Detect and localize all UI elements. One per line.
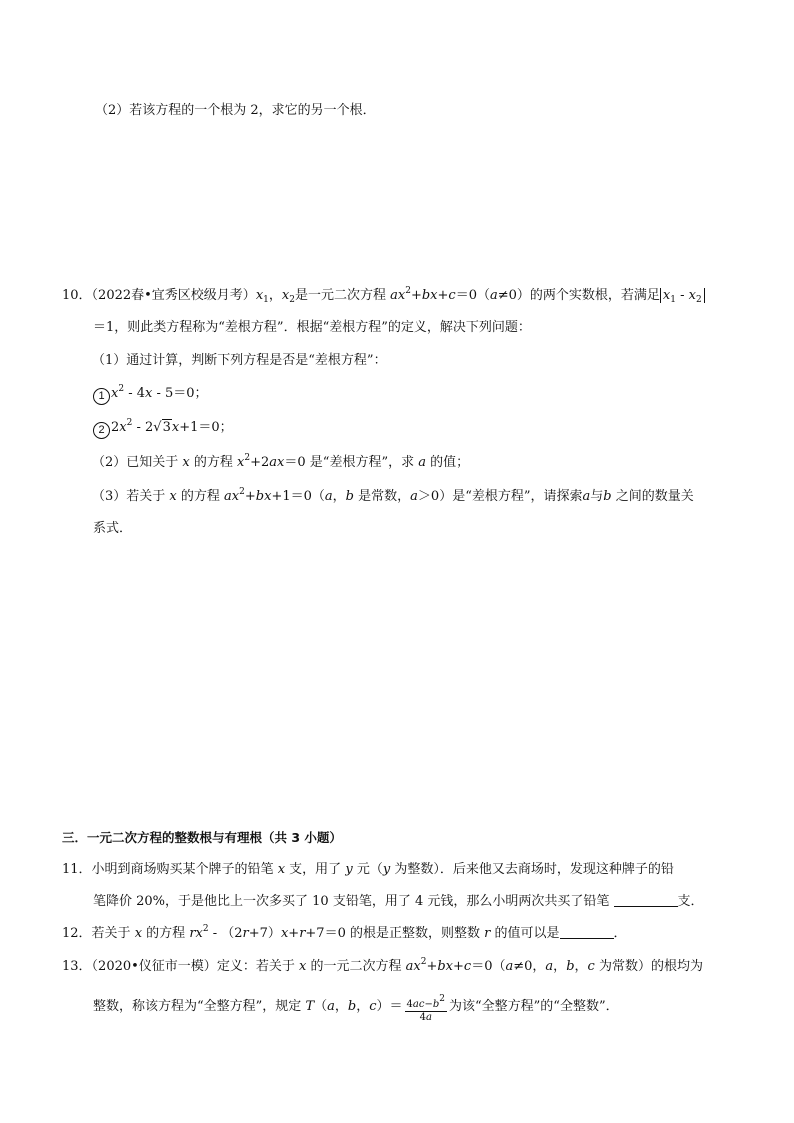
circled-2-icon: 2 [93,422,110,439]
q11-line2: 笔降价 20%，于是他比上一次多买了 10 支铅笔，用了 4 元钱，那么小明两次共买了铅笔 支． [93,894,704,909]
q13-line2: 整数，称该方程为“全整方程”，规定 T（a，b，c）＝ $\frac{4ac-b^2}{4a}$ 为该“全整方程”的“全整数”． [93,994,619,1023]
q10-part2: （2）已知关于 x 的方程 $x^2+2ax=0$ 是“差根方程”，求 a 的值； [92,453,470,470]
q10-part1: （1）通过计算，判断下列方程是否是“差根方程”： [92,353,387,368]
q10-stem-line2: ＝1，则此类方程称为“差根方程”．根据“差根方程”的定义，解决下列问题： [93,320,531,335]
q10-equation-2: 2 $2x^2 - 2√3x+1=0$； [93,418,233,439]
q10-number: 10． [62,288,92,303]
abs-difference: $x_1 - x_2$ [660,288,705,303]
q9-part2 [95,101,376,121]
q10-part3: （3）若关于 x 的方程 $ax^2+bx+1=0(a$，b 是常数，a＞0）是“差根方程”，请探索a与b 之间的数量关 [92,487,694,504]
q10-stem-line1: 10．（2022春•宜秀区校级月考）$x_1$，$x_2$是一元二次方程 $ax^2+bx+c=0(a\ne 0)$的两个实数根，若满足 $x_1 - x_2$ [62,286,705,306]
circled-1-icon: 1 [93,388,110,405]
q11-line1: 11．小明到商场购买某个牌子的铅笔 x 支，用了 y 元（y 为整数）．后来他又去商场时，发现这种牌子的铅 [62,862,674,877]
q10-part3-line2: 系式． [93,521,133,536]
q11-answer-blank[interactable] [614,894,678,907]
q13-source: （2020•仪征市一模） [91,959,217,974]
q10-equation-1: 1 $x^2 - 4x - 5=0$； [93,384,208,405]
section3-heading: 三．一元二次方程的整数根与有理根（共 3 小题） [62,830,342,845]
q13-line1: 13．（2020•仪征市一模）定义：若关于 x 的一元二次方程 $ax^2+bx+c=0(a\ne 0$，a，b，c 为常数）的根均为 [62,957,703,974]
q9-part2-text: （2）若该方程的一个根为 2，求它的另一个根． [95,103,376,118]
q10-source: （2022春•宜秀区校级月考） [91,288,256,303]
q12-answer-blank[interactable] [560,926,614,939]
q12-line: 12．若关于 x 的方程 $rx^2 - (2r+7)x+r+7=0$ 的根是正整数，则整数 r 的值可以是 ． [62,924,627,941]
fraction-formula: $\frac{4ac-b^2}{4a}$ [406,994,446,1023]
